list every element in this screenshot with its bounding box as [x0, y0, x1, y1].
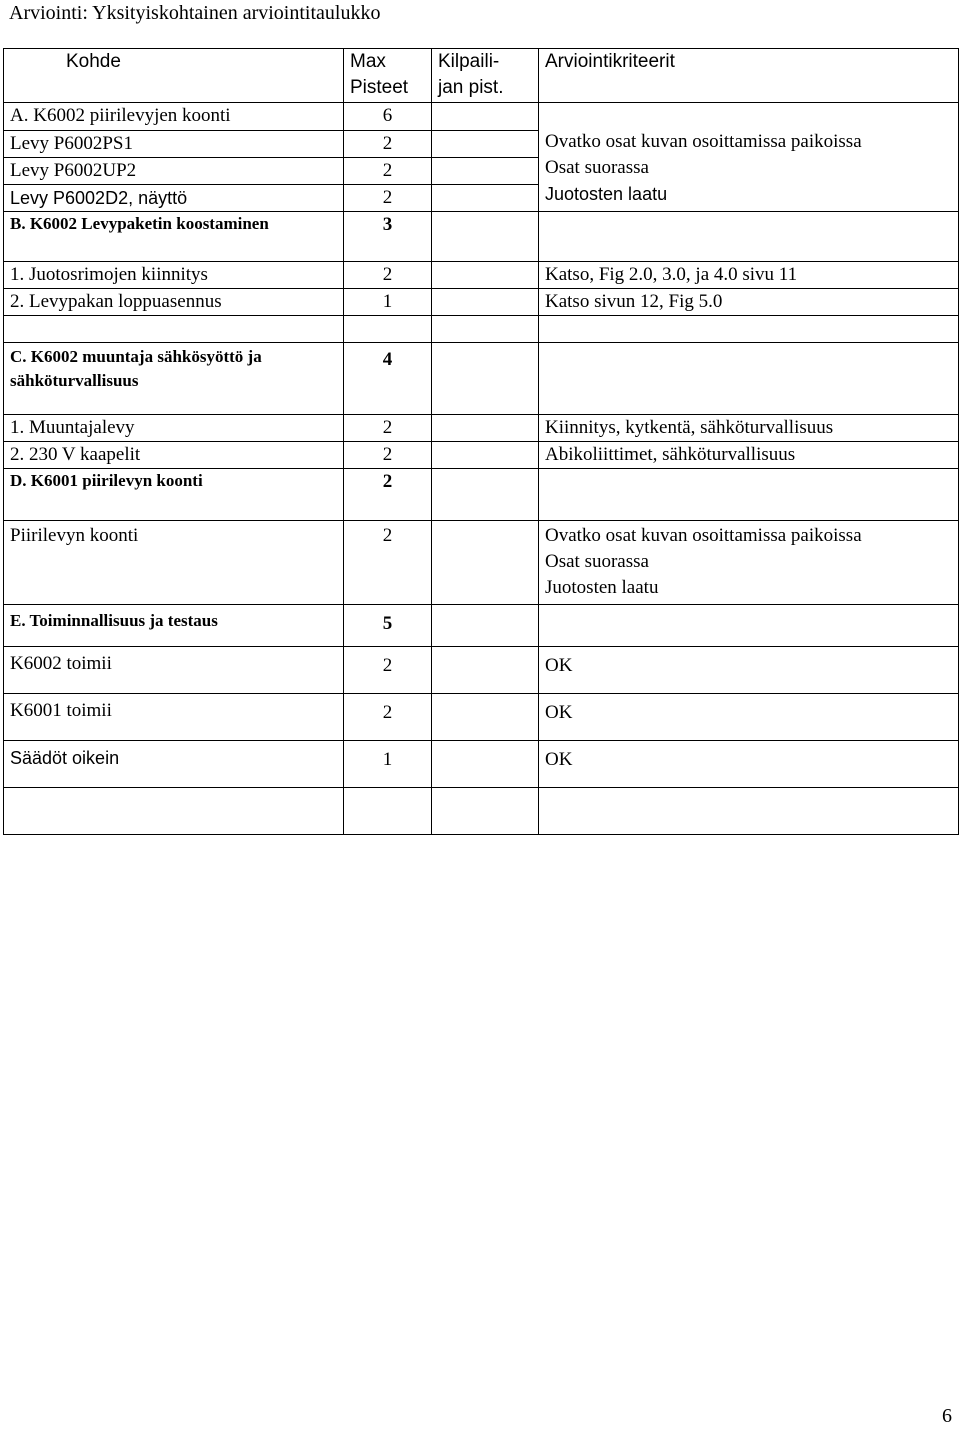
row-label: 2. Levypakan loppuasennus	[4, 289, 344, 316]
criteria-cell	[539, 469, 959, 521]
section-a-criteria	[539, 103, 959, 212]
criteria-cell	[539, 212, 959, 262]
competitor-points-cell[interactable]	[432, 469, 539, 521]
row-label: K6002 toimii	[4, 647, 344, 694]
section-e-title: E. Toiminnallisuus ja testaus	[4, 605, 344, 647]
row-label: Piirilevyn koonti	[4, 521, 344, 605]
table-header-row	[4, 49, 959, 103]
row-points: 2	[344, 185, 432, 212]
header-max-line1: Max	[350, 51, 386, 72]
section-b-points: 3	[344, 212, 432, 262]
evaluation-table	[3, 48, 959, 835]
row-label: 2. 230 V kaapelit	[4, 442, 344, 469]
criteria-line: Osat suorassa	[545, 157, 649, 178]
criteria-line: Juotosten laatu	[545, 184, 668, 204]
row-points: 1	[344, 289, 432, 316]
row-criteria: Kiinnitys, kytkentä, sähköturvallisuus	[539, 415, 959, 442]
row-points: 2	[344, 694, 432, 741]
table-row	[4, 694, 959, 741]
row-points: 2	[344, 442, 432, 469]
row-label: K6001 toimii	[4, 694, 344, 741]
section-c-title-line1: C. K6002 muuntaja sähkösyöttö ja	[10, 347, 262, 366]
header-kilp-line1: Kilpaili-	[438, 51, 500, 72]
competitor-points-cell[interactable]	[432, 316, 539, 343]
table-row	[4, 103, 959, 131]
competitor-points-cell[interactable]	[432, 415, 539, 442]
empty-cell	[4, 316, 344, 343]
competitor-points-cell[interactable]	[432, 605, 539, 647]
competitor-points-cell[interactable]	[432, 212, 539, 262]
header-criteria: Arviointikriteerit	[539, 49, 959, 103]
competitor-points-cell[interactable]	[432, 442, 539, 469]
row-label: Levy P6002PS1	[4, 131, 344, 158]
criteria-line: Osat suorassa	[545, 551, 649, 572]
row-points: 2	[344, 415, 432, 442]
criteria-line: Ovatko osat kuvan osoittamissa paikoissa	[545, 525, 862, 546]
section-b-title: B. K6002 Levypaketin koostaminen	[4, 212, 344, 262]
row-criteria	[539, 521, 959, 605]
competitor-points-cell[interactable]	[432, 185, 539, 212]
row-label: 1. Muuntajalevy	[4, 415, 344, 442]
row-points: 2	[344, 647, 432, 694]
row-label: Levy P6002UP2	[4, 158, 344, 185]
row-criteria: Katso, Fig 2.0, 3.0, ja 4.0 sivu 11	[539, 262, 959, 289]
row-label: Levy P6002D2, näyttö	[4, 185, 344, 212]
header-max-points	[344, 49, 432, 103]
competitor-points-cell[interactable]	[432, 694, 539, 741]
competitor-points-cell[interactable]	[432, 131, 539, 158]
competitor-points-cell[interactable]	[432, 343, 539, 415]
row-criteria: OK	[539, 741, 959, 788]
competitor-points-cell[interactable]	[432, 158, 539, 185]
header-competitor-points	[432, 49, 539, 103]
empty-cell	[344, 316, 432, 343]
section-d-title: D. K6001 piirilevyn koonti	[4, 469, 344, 521]
competitor-points-cell[interactable]	[432, 521, 539, 605]
section-e-points: 5	[344, 605, 432, 647]
empty-cell	[539, 788, 959, 835]
criteria-line: Juotosten laatu	[545, 577, 659, 598]
table-row	[4, 415, 959, 442]
table-row	[4, 316, 959, 343]
row-label: 1. Juotosrimojen kiinnitys	[4, 262, 344, 289]
section-c-points: 4	[344, 343, 432, 415]
row-points: 2	[344, 521, 432, 605]
table-row	[4, 521, 959, 605]
page-title: Arviointi: Yksityiskohtainen arviointitaulukko	[9, 2, 381, 24]
table-row	[4, 741, 959, 788]
criteria-cell	[539, 343, 959, 415]
section-c-title-line2: sähköturvallisuus	[10, 371, 139, 390]
competitor-points-cell[interactable]	[432, 741, 539, 788]
table-row	[4, 647, 959, 694]
row-criteria: Abikoliittimet, sähköturvallisuus	[539, 442, 959, 469]
page-number: 6	[942, 1405, 952, 1427]
section-c-title	[4, 343, 344, 415]
section-a-title: A. K6002 piirilevyjen koonti	[4, 103, 344, 131]
row-label: Säädöt oikein	[4, 741, 344, 788]
section-d-points: 2	[344, 469, 432, 521]
empty-cell	[344, 788, 432, 835]
competitor-points-cell[interactable]	[432, 103, 539, 131]
row-criteria: OK	[539, 647, 959, 694]
row-criteria: Katso sivun 12, Fig 5.0	[539, 289, 959, 316]
row-points: 2	[344, 131, 432, 158]
empty-cell	[4, 788, 344, 835]
header-kilp-line2: jan pist.	[438, 77, 504, 98]
competitor-points-cell[interactable]	[432, 262, 539, 289]
competitor-points-cell[interactable]	[432, 289, 539, 316]
competitor-points-cell[interactable]	[432, 647, 539, 694]
table-row	[4, 442, 959, 469]
row-points: 2	[344, 158, 432, 185]
header-max-line2: Pisteet	[350, 77, 409, 98]
empty-cell	[539, 316, 959, 343]
header-kohde: Kohde	[4, 49, 344, 103]
table-row	[4, 788, 959, 835]
table-row	[4, 469, 959, 521]
table-row	[4, 262, 959, 289]
table-row	[4, 212, 959, 262]
table-row	[4, 343, 959, 415]
section-a-points: 6	[344, 103, 432, 131]
table-row	[4, 605, 959, 647]
criteria-line: Ovatko osat kuvan osoittamissa paikoissa	[545, 131, 862, 152]
table-row	[4, 289, 959, 316]
row-criteria: OK	[539, 694, 959, 741]
criteria-cell	[539, 605, 959, 647]
row-points: 2	[344, 262, 432, 289]
row-points: 1	[344, 741, 432, 788]
competitor-points-cell[interactable]	[432, 788, 539, 835]
